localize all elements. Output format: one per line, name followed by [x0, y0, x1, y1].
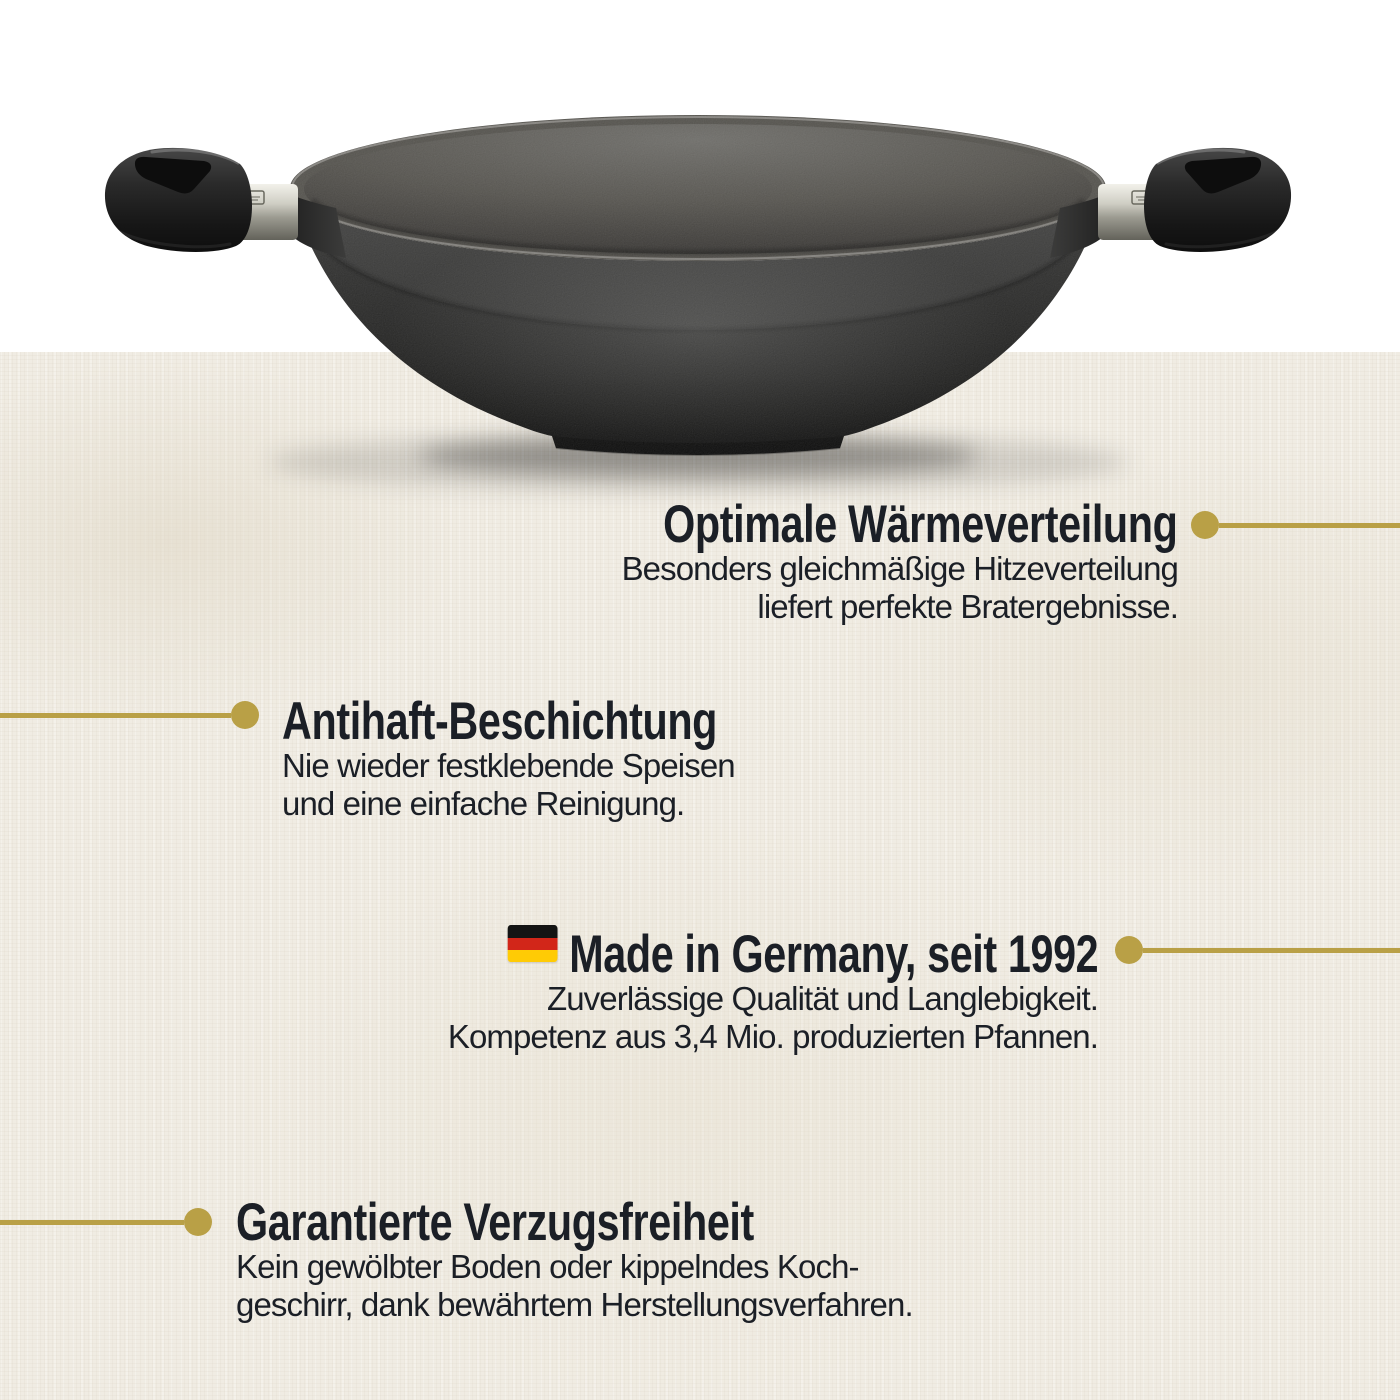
feature-title	[507, 925, 1098, 984]
right-handle	[1050, 148, 1291, 258]
feature-warp-free	[236, 1193, 913, 1324]
feature-title-text: Antihaft-Beschichtung	[282, 692, 718, 751]
callout-line	[1143, 948, 1400, 953]
flag-stripe-gold	[507, 950, 557, 962]
feature-line: Kompetenz aus 3,4 Mio. produzierten Pfannen.	[447, 1018, 1098, 1055]
callout-connector-heat	[1191, 511, 1400, 539]
feature-title	[663, 495, 1178, 554]
feature-line: Nie wieder festklebende Speisen	[282, 747, 735, 784]
feature-title-text: Optimale Wärmeverteilung	[663, 495, 1178, 554]
callout-line	[0, 1220, 184, 1225]
callout-dot-icon	[1115, 936, 1143, 964]
feature-line: Kein gewölbter Boden oder kippelndes Koch-	[236, 1248, 859, 1285]
feature-nonstick-coating	[282, 692, 840, 823]
callout-line	[1219, 523, 1400, 528]
feature-title	[282, 692, 718, 751]
flag-stripe-red	[507, 938, 557, 950]
callout-dot-icon	[231, 701, 259, 729]
wok-pan-image	[0, 0, 1400, 540]
callout-connector-warp-free	[0, 1208, 212, 1236]
callout-line	[0, 713, 231, 718]
feature-made-in-germany	[341, 925, 1098, 1056]
callout-dot-icon	[184, 1208, 212, 1236]
feature-line: Zuverlässige Qualität und Langlebigkeit.	[546, 980, 1098, 1017]
flag-stripe-black	[507, 925, 557, 938]
callout-connector-germany	[1115, 936, 1400, 964]
feature-line: liefert perfekte Bratergebnisse.	[757, 588, 1178, 625]
feature-title	[236, 1193, 764, 1252]
german-flag-icon	[507, 925, 557, 962]
feature-line: und eine einfache Reinigung.	[282, 785, 685, 822]
callout-dot-icon	[1191, 511, 1219, 539]
feature-title-text: Made in Germany, seit 1992	[568, 925, 1098, 984]
feature-heat-distribution	[518, 495, 1178, 626]
feature-line: Besonders gleichmäßige Hitzeverteilung	[621, 550, 1178, 587]
left-handle	[105, 148, 346, 258]
feature-title-text: Garantierte Verzugsfreiheit	[236, 1193, 754, 1252]
callout-connector-nonstick	[0, 701, 259, 729]
feature-line: geschirr, dank bewährtem Herstellungsverfahren.	[236, 1286, 913, 1323]
pan-bowl	[250, 90, 1150, 470]
